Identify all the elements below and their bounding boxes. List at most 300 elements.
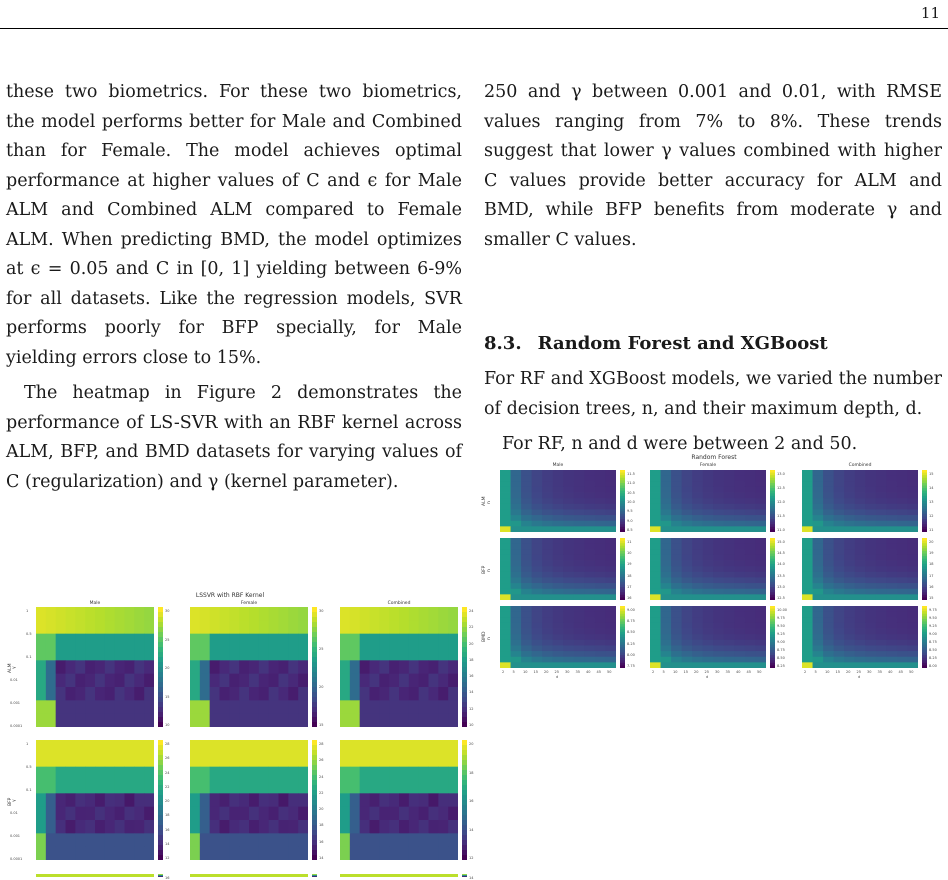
heatmap-cell <box>650 515 661 521</box>
heatmap-cell <box>682 566 693 572</box>
heatmap-cell <box>85 833 95 847</box>
heatmap-cell <box>834 566 845 572</box>
heatmap-cell <box>876 538 887 544</box>
heatmap-cell <box>350 620 360 634</box>
colorbar-step <box>770 470 775 473</box>
heatmap-cell <box>724 623 735 629</box>
heatmap-cell <box>563 623 574 629</box>
heatmap-cell <box>734 640 745 646</box>
heatmap-cell <box>448 753 458 767</box>
heatmap-cell <box>429 634 439 648</box>
heatmap-cell <box>521 606 532 612</box>
heatmap-cell <box>399 674 409 688</box>
heatmap-cell <box>389 607 399 621</box>
heatmap-cell <box>340 847 350 860</box>
heatmap-cell <box>605 662 616 668</box>
heatmap-cell <box>713 634 724 640</box>
colorbar-tick-label: 9.00 <box>929 632 937 636</box>
colorbar-step <box>158 667 163 672</box>
heatmap-cell <box>584 476 595 482</box>
heatmap-cell <box>553 470 564 476</box>
heatmap-cell <box>553 634 564 640</box>
heatmap-cell <box>595 657 606 663</box>
colorbar-step <box>770 566 775 569</box>
heatmap-cell <box>521 617 532 623</box>
heatmap-cell <box>574 629 585 635</box>
heatmap-cell <box>220 780 230 794</box>
heatmap-cell <box>521 549 532 555</box>
heatmap-cell <box>46 607 56 621</box>
heatmap-cell <box>855 487 866 493</box>
heatmap-cell <box>134 833 144 847</box>
heatmap-cell <box>876 651 887 657</box>
heatmap-cell <box>802 544 813 550</box>
heatmap-cell <box>249 820 259 834</box>
heatmap-cell <box>521 504 532 510</box>
heatmap-cell <box>521 629 532 635</box>
rf-x-tick: 25 <box>705 670 709 674</box>
colorbar-step <box>770 632 775 635</box>
heatmap-cell <box>66 634 76 648</box>
heatmap-cell <box>521 566 532 572</box>
heatmap-cell <box>511 662 522 668</box>
heatmap-cell <box>360 740 370 754</box>
heatmap-cell <box>229 847 239 860</box>
colorbar-step <box>770 595 775 598</box>
colorbar-step <box>922 529 927 532</box>
colorbar-step <box>770 554 775 557</box>
heatmap-cell <box>269 807 279 821</box>
heatmap-cell <box>682 577 693 583</box>
heatmap-cell <box>692 606 703 612</box>
heatmap-cell <box>75 714 85 727</box>
heatmap-cell <box>500 629 511 635</box>
heatmap-cell <box>95 780 105 794</box>
heatmap-cell <box>125 767 135 781</box>
heatmap-cell <box>379 807 389 821</box>
heatmap-cell <box>844 577 855 583</box>
colorbar-step <box>922 637 927 640</box>
heatmap-cell <box>755 577 766 583</box>
colorbar-step <box>158 790 163 795</box>
colorbar-step <box>312 815 317 820</box>
heatmap-cell <box>399 847 409 860</box>
colorbar-step <box>462 770 467 775</box>
heatmap-cell <box>370 674 380 688</box>
colorbar-step <box>312 692 317 697</box>
heatmap-cell <box>595 612 606 618</box>
heatmap-cell <box>542 589 553 595</box>
colorbar-step <box>620 582 625 585</box>
heatmap-cell <box>671 662 682 668</box>
heatmap-cell <box>855 623 866 629</box>
heatmap-cell <box>448 634 458 648</box>
heatmap-cell <box>724 606 735 612</box>
heatmap-cell <box>661 544 672 550</box>
heatmap-cell <box>813 470 824 476</box>
heatmap-cell <box>340 607 350 621</box>
heatmap-cell <box>865 634 876 640</box>
heatmap-cell <box>823 572 834 578</box>
heatmap-cell <box>584 617 595 623</box>
rf-y-axis-label: n <box>487 569 492 572</box>
heatmap-cell <box>399 780 409 794</box>
colorbar-step <box>922 647 927 650</box>
heatmap-cell <box>813 640 824 646</box>
heatmap-cell <box>886 617 897 623</box>
heatmap-cell <box>865 476 876 482</box>
heatmap-cell <box>360 753 370 767</box>
colorbar-step <box>922 541 927 544</box>
heatmap-cell <box>563 594 574 600</box>
heatmap-cell <box>855 645 866 651</box>
heatmap-cell <box>36 634 46 648</box>
heatmap-cell <box>360 793 370 807</box>
colorbar-step <box>922 473 927 476</box>
heatmap-cell <box>897 498 908 504</box>
heatmap-cell <box>574 662 585 668</box>
heatmap-cell <box>220 674 230 688</box>
heatmap-cell <box>370 847 380 860</box>
heatmap-cell <box>144 820 154 834</box>
heatmap-cell <box>703 623 714 629</box>
colorbar-tick-label: 17 <box>929 574 933 578</box>
heatmap-cell <box>713 623 724 629</box>
colorbar-step <box>922 501 927 504</box>
heatmap-cell <box>574 594 585 600</box>
heatmap-cell <box>259 620 269 634</box>
heatmap-cell <box>115 807 125 821</box>
heatmap-cell <box>844 470 855 476</box>
heatmap-cell <box>650 617 661 623</box>
heatmap-cell <box>542 509 553 515</box>
heatmap-cell <box>340 833 350 847</box>
heatmap-cell <box>897 606 908 612</box>
heatmap-cell <box>298 767 308 781</box>
heatmap-cell <box>682 617 693 623</box>
heatmap-cell <box>584 481 595 487</box>
heatmap-cell <box>692 572 703 578</box>
colorbar-step <box>462 687 467 692</box>
heatmap-cell <box>532 487 543 493</box>
heatmap-cell <box>500 572 511 578</box>
colorbar-step <box>620 624 625 627</box>
heatmap-cell <box>115 700 125 714</box>
heatmap-cell <box>661 594 672 600</box>
heatmap-cell <box>897 651 908 657</box>
colorbar-step <box>620 559 625 562</box>
heatmap-cell <box>105 647 115 661</box>
colorbar-step <box>922 624 927 627</box>
heatmap-cell <box>865 470 876 476</box>
heatmap-cell <box>532 470 543 476</box>
rf-x-tick: 45 <box>899 670 903 674</box>
heatmap-cell <box>745 617 756 623</box>
heatmap-cell <box>813 623 824 629</box>
heatmap-cell <box>511 504 522 510</box>
heatmap-cell <box>350 700 360 714</box>
heatmap-cell <box>823 504 834 510</box>
heatmap-cell <box>105 740 115 754</box>
colorbar-step <box>620 640 625 643</box>
colorbar-step <box>158 687 163 692</box>
heatmap-cell <box>876 640 887 646</box>
colorbar-tick-label: 26 <box>319 758 323 762</box>
heatmap-cell <box>288 740 298 754</box>
heatmap-cell <box>563 572 574 578</box>
rf-y-axis-label: n <box>487 501 492 504</box>
heatmap-cell <box>834 493 845 499</box>
heatmap-cell <box>855 509 866 515</box>
heatmap-cell <box>210 767 220 781</box>
heatmap-cell <box>448 714 458 727</box>
rf-x-tick: 20 <box>846 670 850 674</box>
heatmap-cell <box>511 657 522 663</box>
heatmap-cell <box>350 687 360 701</box>
heatmap-cell <box>834 606 845 612</box>
heatmap-cell <box>563 509 574 515</box>
heatmap-cell <box>661 555 672 561</box>
heatmap-cell <box>692 487 703 493</box>
heatmap-cell <box>553 498 564 504</box>
heatmap-cell <box>115 687 125 701</box>
heatmap-cell <box>125 740 135 754</box>
rf-panel-title-female: Female <box>700 463 716 468</box>
heatmap-cell <box>682 555 693 561</box>
heatmap-cell <box>521 481 532 487</box>
colorbar-tick-label: 22 <box>165 785 169 789</box>
colorbar-step <box>312 820 317 825</box>
heatmap-cell <box>855 481 866 487</box>
heatmap-cell <box>389 660 399 674</box>
colorbar-step <box>462 760 467 765</box>
colorbar-step <box>620 595 625 598</box>
heatmap-cell <box>724 561 735 567</box>
heatmap-cell <box>876 476 887 482</box>
heatmap-cell <box>389 793 399 807</box>
heatmap-cell <box>650 561 661 567</box>
heatmap-cell <box>574 549 585 555</box>
colorbar-step <box>770 634 775 637</box>
heatmap-cell <box>897 487 908 493</box>
colorbar-step <box>770 650 775 653</box>
heatmap-cell <box>229 674 239 688</box>
colorbar-step <box>922 519 927 522</box>
heatmap-cell <box>584 521 595 527</box>
heatmap-cell <box>755 589 766 595</box>
heatmap-cell <box>229 620 239 634</box>
heatmap-cell <box>379 780 389 794</box>
heatmap-cell <box>340 740 350 754</box>
heatmap-cell <box>419 807 429 821</box>
heatmap-cell <box>661 617 672 623</box>
heatmap-cell <box>834 515 845 521</box>
heatmap-cell <box>269 820 279 834</box>
heatmap-cell <box>370 753 380 767</box>
heatmap-cell <box>897 589 908 595</box>
heatmap-cell <box>134 700 144 714</box>
heatmap-cell <box>755 509 766 515</box>
heatmap-cell <box>532 476 543 482</box>
heatmap-cell <box>823 634 834 640</box>
heatmap-cell <box>105 807 115 821</box>
heatmap-cell <box>66 833 76 847</box>
heatmap-cell <box>755 662 766 668</box>
heatmap-cell <box>350 607 360 621</box>
colorbar-step <box>620 622 625 625</box>
colorbar-tick-label: 9.50 <box>929 616 937 620</box>
heatmap-cell <box>595 521 606 527</box>
heatmap-cell <box>682 657 693 663</box>
heatmap-cell <box>429 780 439 794</box>
heatmap-cell <box>650 594 661 600</box>
colorbar-tick-label: 12 <box>929 514 933 518</box>
colorbar-step <box>620 632 625 635</box>
heatmap-cell <box>56 607 66 621</box>
heatmap-cell <box>46 634 56 648</box>
heatmap-cell <box>56 700 66 714</box>
heatmap-cell <box>105 687 115 701</box>
colorbar-step <box>462 657 467 662</box>
rf-panel-title-combined: Combined <box>849 463 872 468</box>
heatmap-cell <box>500 526 511 532</box>
heatmap-cell <box>605 623 616 629</box>
heatmap-cell <box>907 577 918 583</box>
heatmap-cell <box>650 577 661 583</box>
heatmap-cell <box>605 572 616 578</box>
heatmap-cell <box>532 544 543 550</box>
heatmap-cell <box>220 687 230 701</box>
rf-colorbar <box>770 538 775 600</box>
heatmap-cell <box>865 521 876 527</box>
heatmap-cell <box>56 660 66 674</box>
heatmap-cell <box>897 662 908 668</box>
heatmap-cell <box>876 555 887 561</box>
heatmap-cell <box>823 645 834 651</box>
heatmap-cell <box>269 634 279 648</box>
heatmap-cell <box>671 583 682 589</box>
heatmap-cell <box>692 623 703 629</box>
heatmap-cell <box>288 833 298 847</box>
colorbar-tick-label: 10 <box>469 723 473 727</box>
heatmap-cell <box>755 623 766 629</box>
heatmap-cell <box>671 623 682 629</box>
heatmap-cell <box>692 549 703 555</box>
heatmap-cell <box>886 481 897 487</box>
heatmap-cell <box>574 612 585 618</box>
colorbar-tick-label: 20 <box>319 685 323 689</box>
heatmap-cell <box>350 847 360 860</box>
heatmap-cell <box>876 572 887 578</box>
heatmap-cell <box>66 714 76 727</box>
rf-x-tick: 2 <box>502 670 504 674</box>
colorbar-step <box>922 559 927 562</box>
heatmap-cell <box>553 606 564 612</box>
heatmap-cell <box>56 753 66 767</box>
colorbar-step <box>312 657 317 662</box>
heatmap-cell <box>605 577 616 583</box>
colorbar-step <box>620 506 625 509</box>
heatmap-cell <box>855 470 866 476</box>
heatmap-cell <box>125 660 135 674</box>
colorbar-step <box>770 655 775 658</box>
heatmap-cell <box>605 634 616 640</box>
colorbar-tick-label: 8.25 <box>929 656 937 660</box>
heatmap-cell <box>823 640 834 646</box>
heatmap-cell <box>855 640 866 646</box>
heatmap-cell <box>370 807 380 821</box>
heatmap-cell <box>220 700 230 714</box>
right-column <box>484 78 942 255</box>
heatmap-cell <box>532 657 543 663</box>
colorbar-step <box>462 722 467 727</box>
heatmap-cell <box>595 589 606 595</box>
heatmap-cell <box>249 780 259 794</box>
heatmap-cell <box>813 498 824 504</box>
heatmap-cell <box>125 620 135 634</box>
colorbar-step <box>158 722 163 727</box>
colorbar-step <box>158 850 163 855</box>
heatmap-cell <box>259 700 269 714</box>
header-rule <box>0 28 948 29</box>
heatmap-cell <box>605 509 616 515</box>
heatmap-cell <box>886 566 897 572</box>
heatmap-cell <box>370 767 380 781</box>
heatmap-cell <box>144 607 154 621</box>
colorbar-step <box>922 585 927 588</box>
heatmap-cell <box>802 487 813 493</box>
heatmap-cell <box>813 504 824 510</box>
heatmap-cell <box>532 577 543 583</box>
colorbar-step <box>158 800 163 805</box>
heatmap-cell <box>907 504 918 510</box>
heatmap-cell <box>834 583 845 589</box>
lssvr-y-tick: 0.1 <box>26 788 32 792</box>
colorbar-step <box>312 662 317 667</box>
heatmap-cell <box>542 549 553 555</box>
heatmap-cell <box>692 566 703 572</box>
heatmap-cell <box>409 647 419 661</box>
heatmap-cell <box>755 526 766 532</box>
heatmap-cell <box>661 487 672 493</box>
colorbar-step <box>770 665 775 668</box>
heatmap-cell <box>220 634 230 648</box>
heatmap-cell <box>36 780 46 794</box>
colorbar-step <box>922 577 927 580</box>
colorbar-tick-label: 8.75 <box>777 648 785 652</box>
heatmap-cell <box>661 629 672 635</box>
heatmap-cell <box>802 549 813 555</box>
heatmap-cell <box>36 647 46 661</box>
colorbar-tick-label: 7.75 <box>627 664 635 668</box>
heatmap-cell <box>907 521 918 527</box>
heatmap-cell <box>532 662 543 668</box>
colorbar-step <box>922 606 927 609</box>
colorbar-step <box>158 652 163 657</box>
heatmap-cell <box>542 662 553 668</box>
colorbar-step <box>312 632 317 637</box>
heatmap-cell <box>500 634 511 640</box>
heatmap-cell <box>144 660 154 674</box>
heatmap-cell <box>823 544 834 550</box>
colorbar-step <box>770 629 775 632</box>
heatmap-cell <box>511 623 522 629</box>
heatmap-cell <box>56 807 66 821</box>
heatmap-cell <box>855 651 866 657</box>
heatmap-cell <box>125 647 135 661</box>
colorbar-step <box>770 473 775 476</box>
heatmap-cell <box>886 651 897 657</box>
